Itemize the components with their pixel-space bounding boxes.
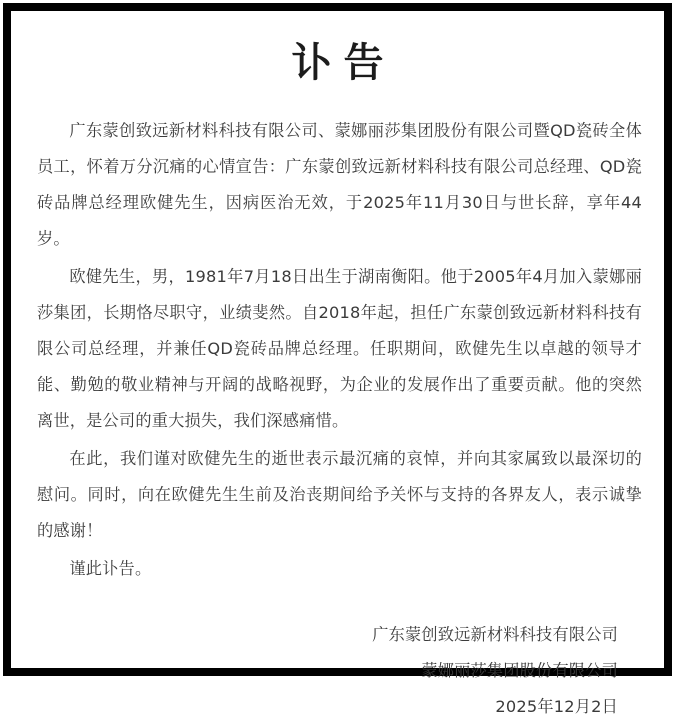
paragraph-biography: 欧健先生，男，1981年7月18日出生于湖南衡阳。他于2005年4月加入蒙娜丽莎集团，长期恪尽职守，业绩斐然。自2018年起，担任广东蒙创致远新材料科技有限公司总经理，并兼任QD瓷砖品牌总经理。任职期间，欧健先生以卓越的领导才能、勤勉的敬业精神与开阔的战略视野，为企业的发展作出了重要贡献。他的突然离世，是公司的重大损失，我们深感痛惜。 [37,267,642,430]
paragraph-announcement: 广东蒙创致远新材料科技有限公司、蒙娜丽莎集团股份有限公司暨QD瓷砖全体员工，怀着万分沉痛的心情宣告：广东蒙创致远新材料科技有限公司总经理、QD瓷砖品牌总经理欧健先生，因病医治无效，于2025年11月30日与世长辞，享年44岁。 [37,121,642,248]
signature-date: 2025年12月2日 [495,697,618,716]
paragraph-closing: 谨此讣告。 [69,559,152,578]
signature-block [37,617,642,725]
document-frame [3,3,672,716]
paragraph-condolence: 在此，我们谨对欧健先生的逝世表示最沉痛的哀悼，并向其家属致以最深切的慰问。同时，向在欧健先生生前及治丧期间给予关怀与支持的各界友人，表示诚挚的感谢！ [37,449,642,540]
obituary-page [11,11,664,716]
page-title: 讣告 [291,40,396,86]
signatory-company-primary: 广东蒙创致远新材料科技有限公司 [372,625,618,644]
document-body [11,113,664,725]
signatory-company-secondary: 蒙娜丽莎集团股份有限公司 [421,661,618,680]
